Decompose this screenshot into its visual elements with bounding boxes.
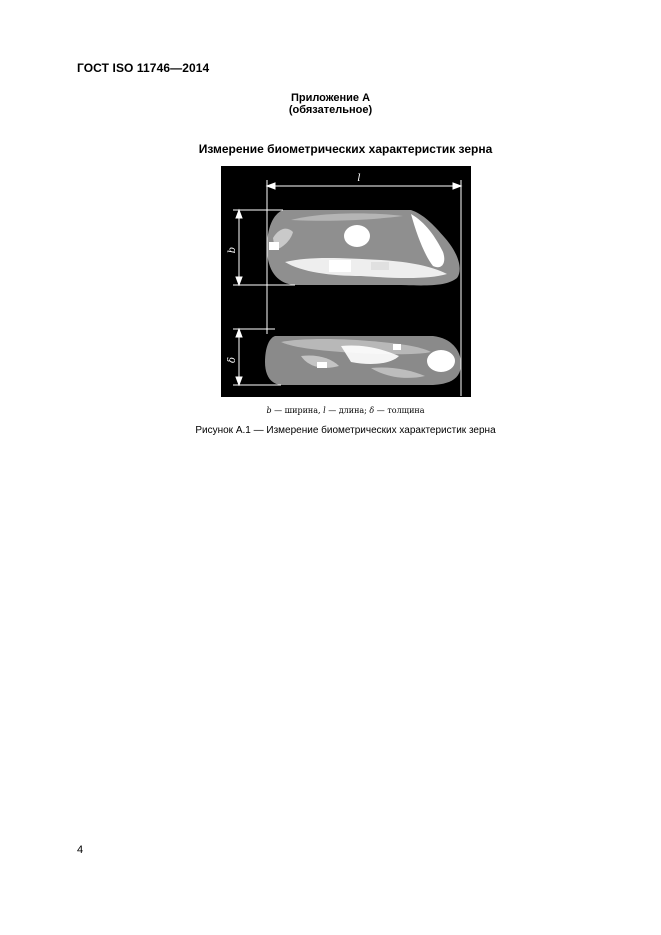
grain-bottom-view [265,336,461,385]
legend-b-symbol: b [266,406,272,415]
length-label: l [357,173,361,184]
legend-l-symbol: l [323,406,326,415]
section-title: Измерение биометрических характеристик зерна [198,142,493,156]
legend-d-text: — толщина [374,406,425,415]
page-number: 4 [77,844,84,856]
width-label: b [227,246,238,254]
grain-measurement-image [221,166,471,397]
appendix-title: Приложение А [290,92,371,104]
grain-top-view [267,210,460,285]
figure-caption: Рисунок А.1 — Измерение биометрических характеристик зерна [195,425,496,436]
legend-b-text: — ширина, [271,406,324,415]
grain-measurement-figure [221,166,471,397]
legend-l-text: — длина; [325,406,370,415]
thickness-label: δ [227,356,238,364]
legend-d-symbol: δ [369,406,375,415]
appendix-status: (обязательное) [288,104,373,116]
document-code: ГОСТ ISO 11746—2014 [77,61,210,75]
figure-legend [0,406,661,416]
